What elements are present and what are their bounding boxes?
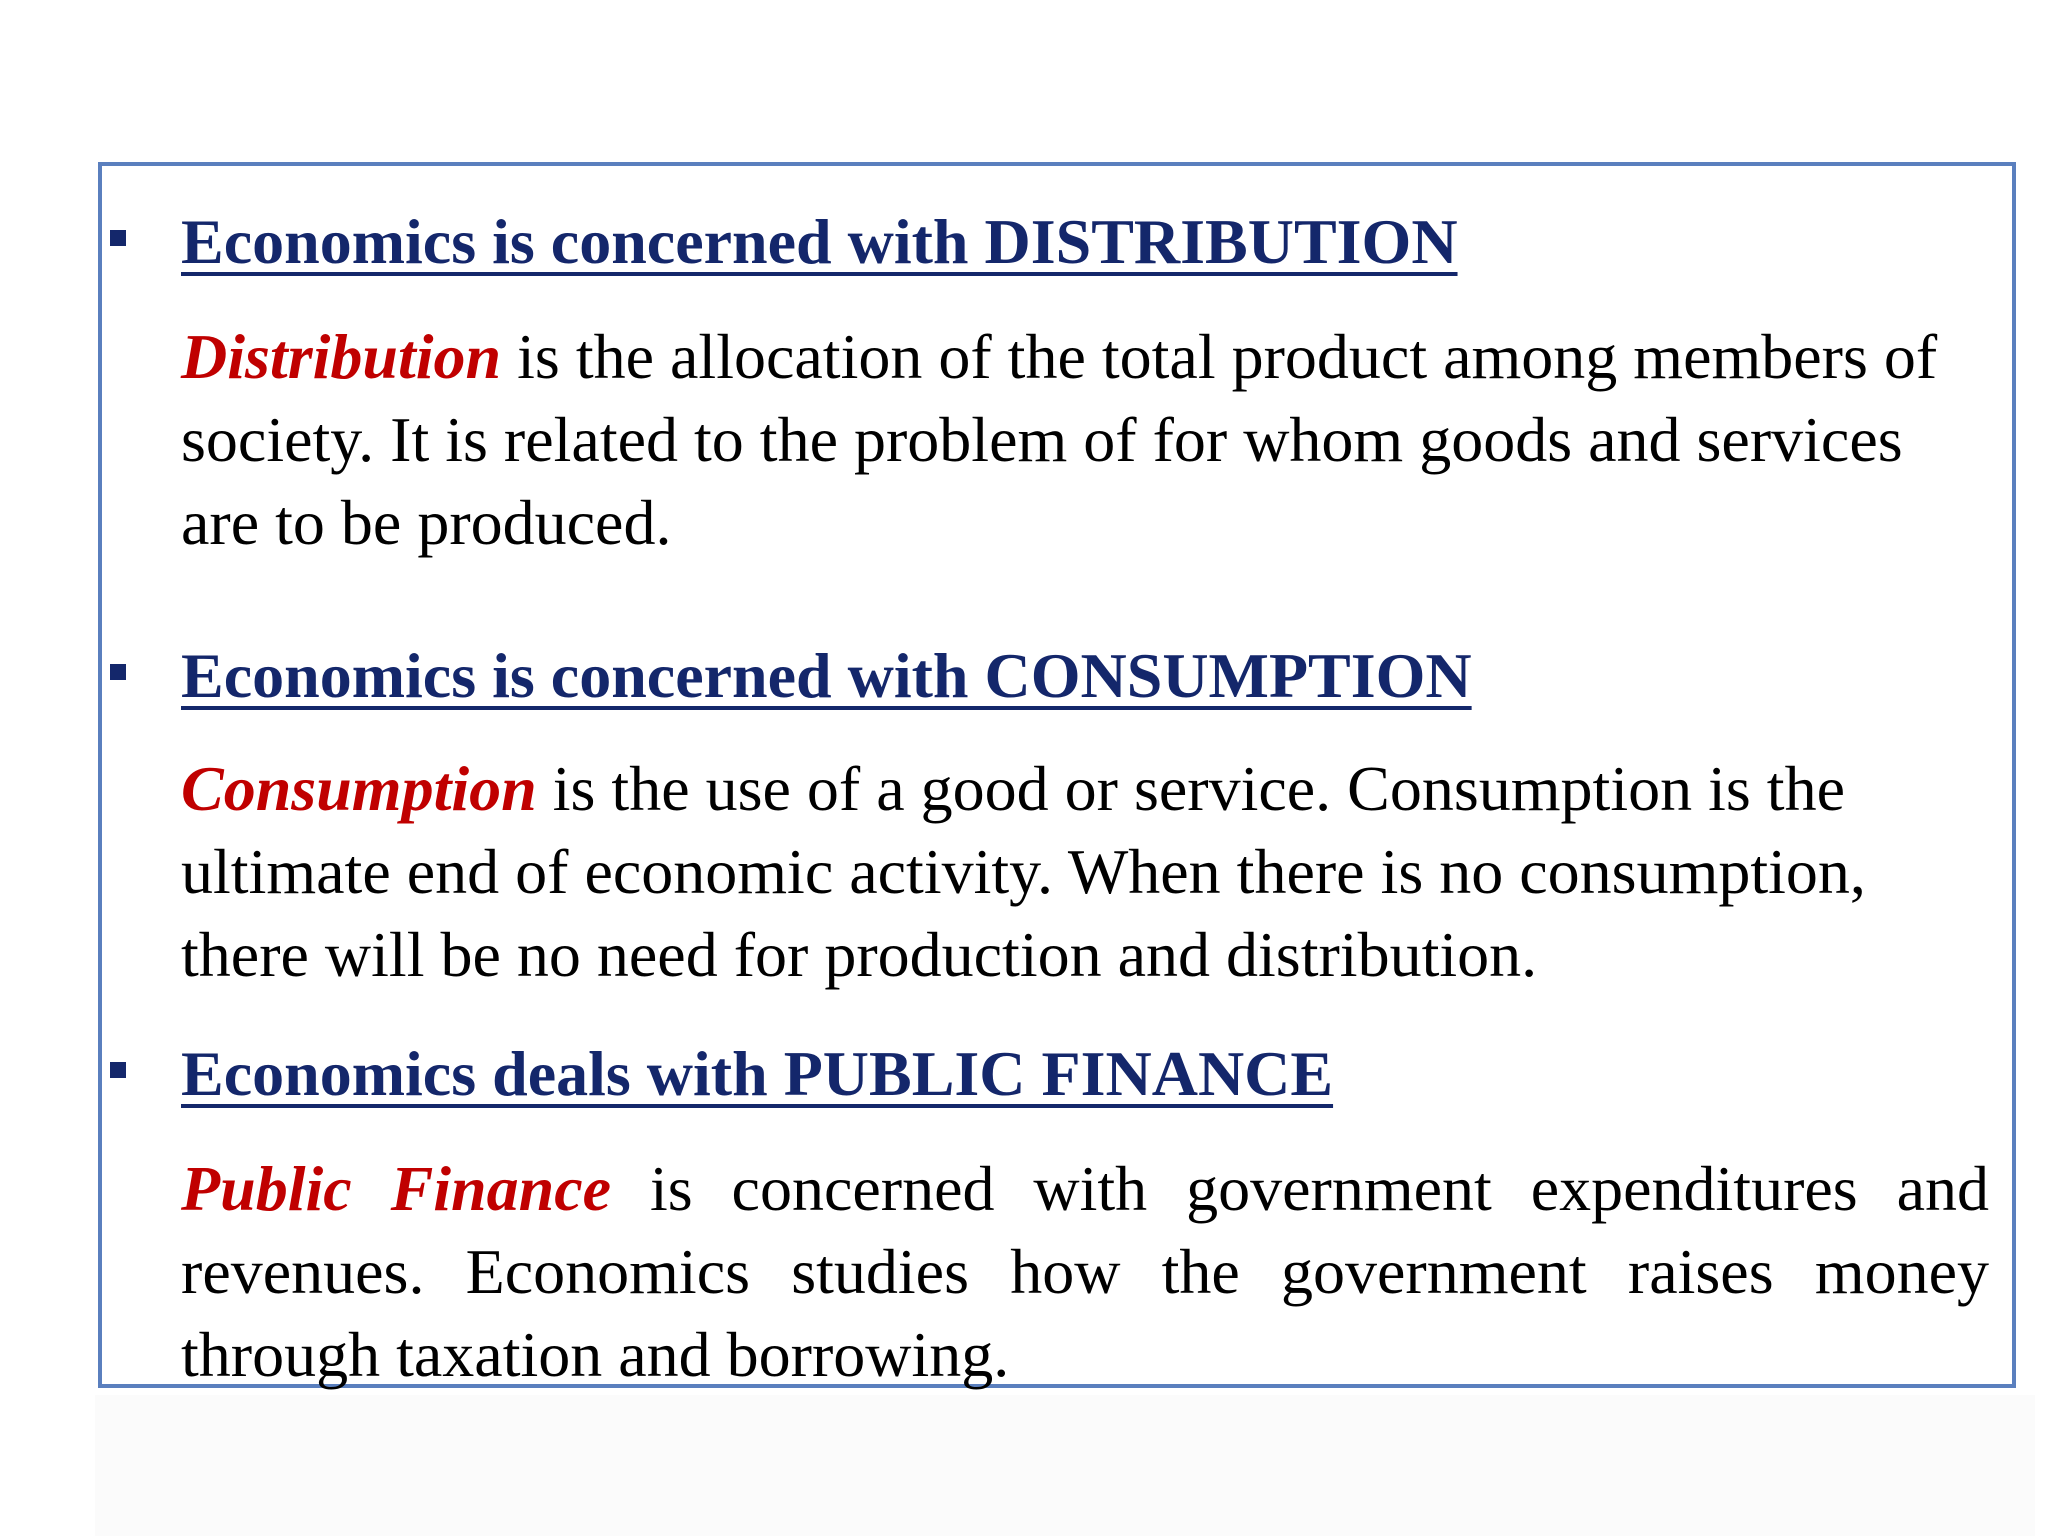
- section-text: is the allocation of the total product among members of society. It is related to the problem of for whom goods and services are to be produced.: [181, 321, 1938, 558]
- section-term: Consumption: [181, 753, 537, 824]
- bullet-square-icon: [110, 1062, 126, 1078]
- bullet-square-icon: [110, 664, 126, 680]
- section-text: is the use of a good or service. Consumption is the ultimate end of economic activity. When there is no consumption, there will be no need for production and distribution.: [181, 753, 1866, 990]
- bottom-shade: [95, 1395, 2035, 1536]
- section-heading: Economics is concerned with CONSUMPTION: [181, 640, 1472, 711]
- section-term: Public Finance: [181, 1153, 612, 1224]
- section-term: Distribution: [181, 321, 502, 392]
- section-paragraph: [181, 1147, 1989, 1396]
- section-heading: Economics is concerned with DISTRIBUTION: [181, 206, 1458, 277]
- section-paragraph: [181, 315, 1989, 564]
- section-text: is concerned with government expenditures and revenues. Economics studies how the government raises money through taxation and borrowing.: [181, 1153, 1990, 1390]
- section-paragraph: [181, 747, 1989, 996]
- bullet-square-icon: [110, 230, 126, 246]
- section-heading: Economics deals with PUBLIC FINANCE: [181, 1038, 1334, 1109]
